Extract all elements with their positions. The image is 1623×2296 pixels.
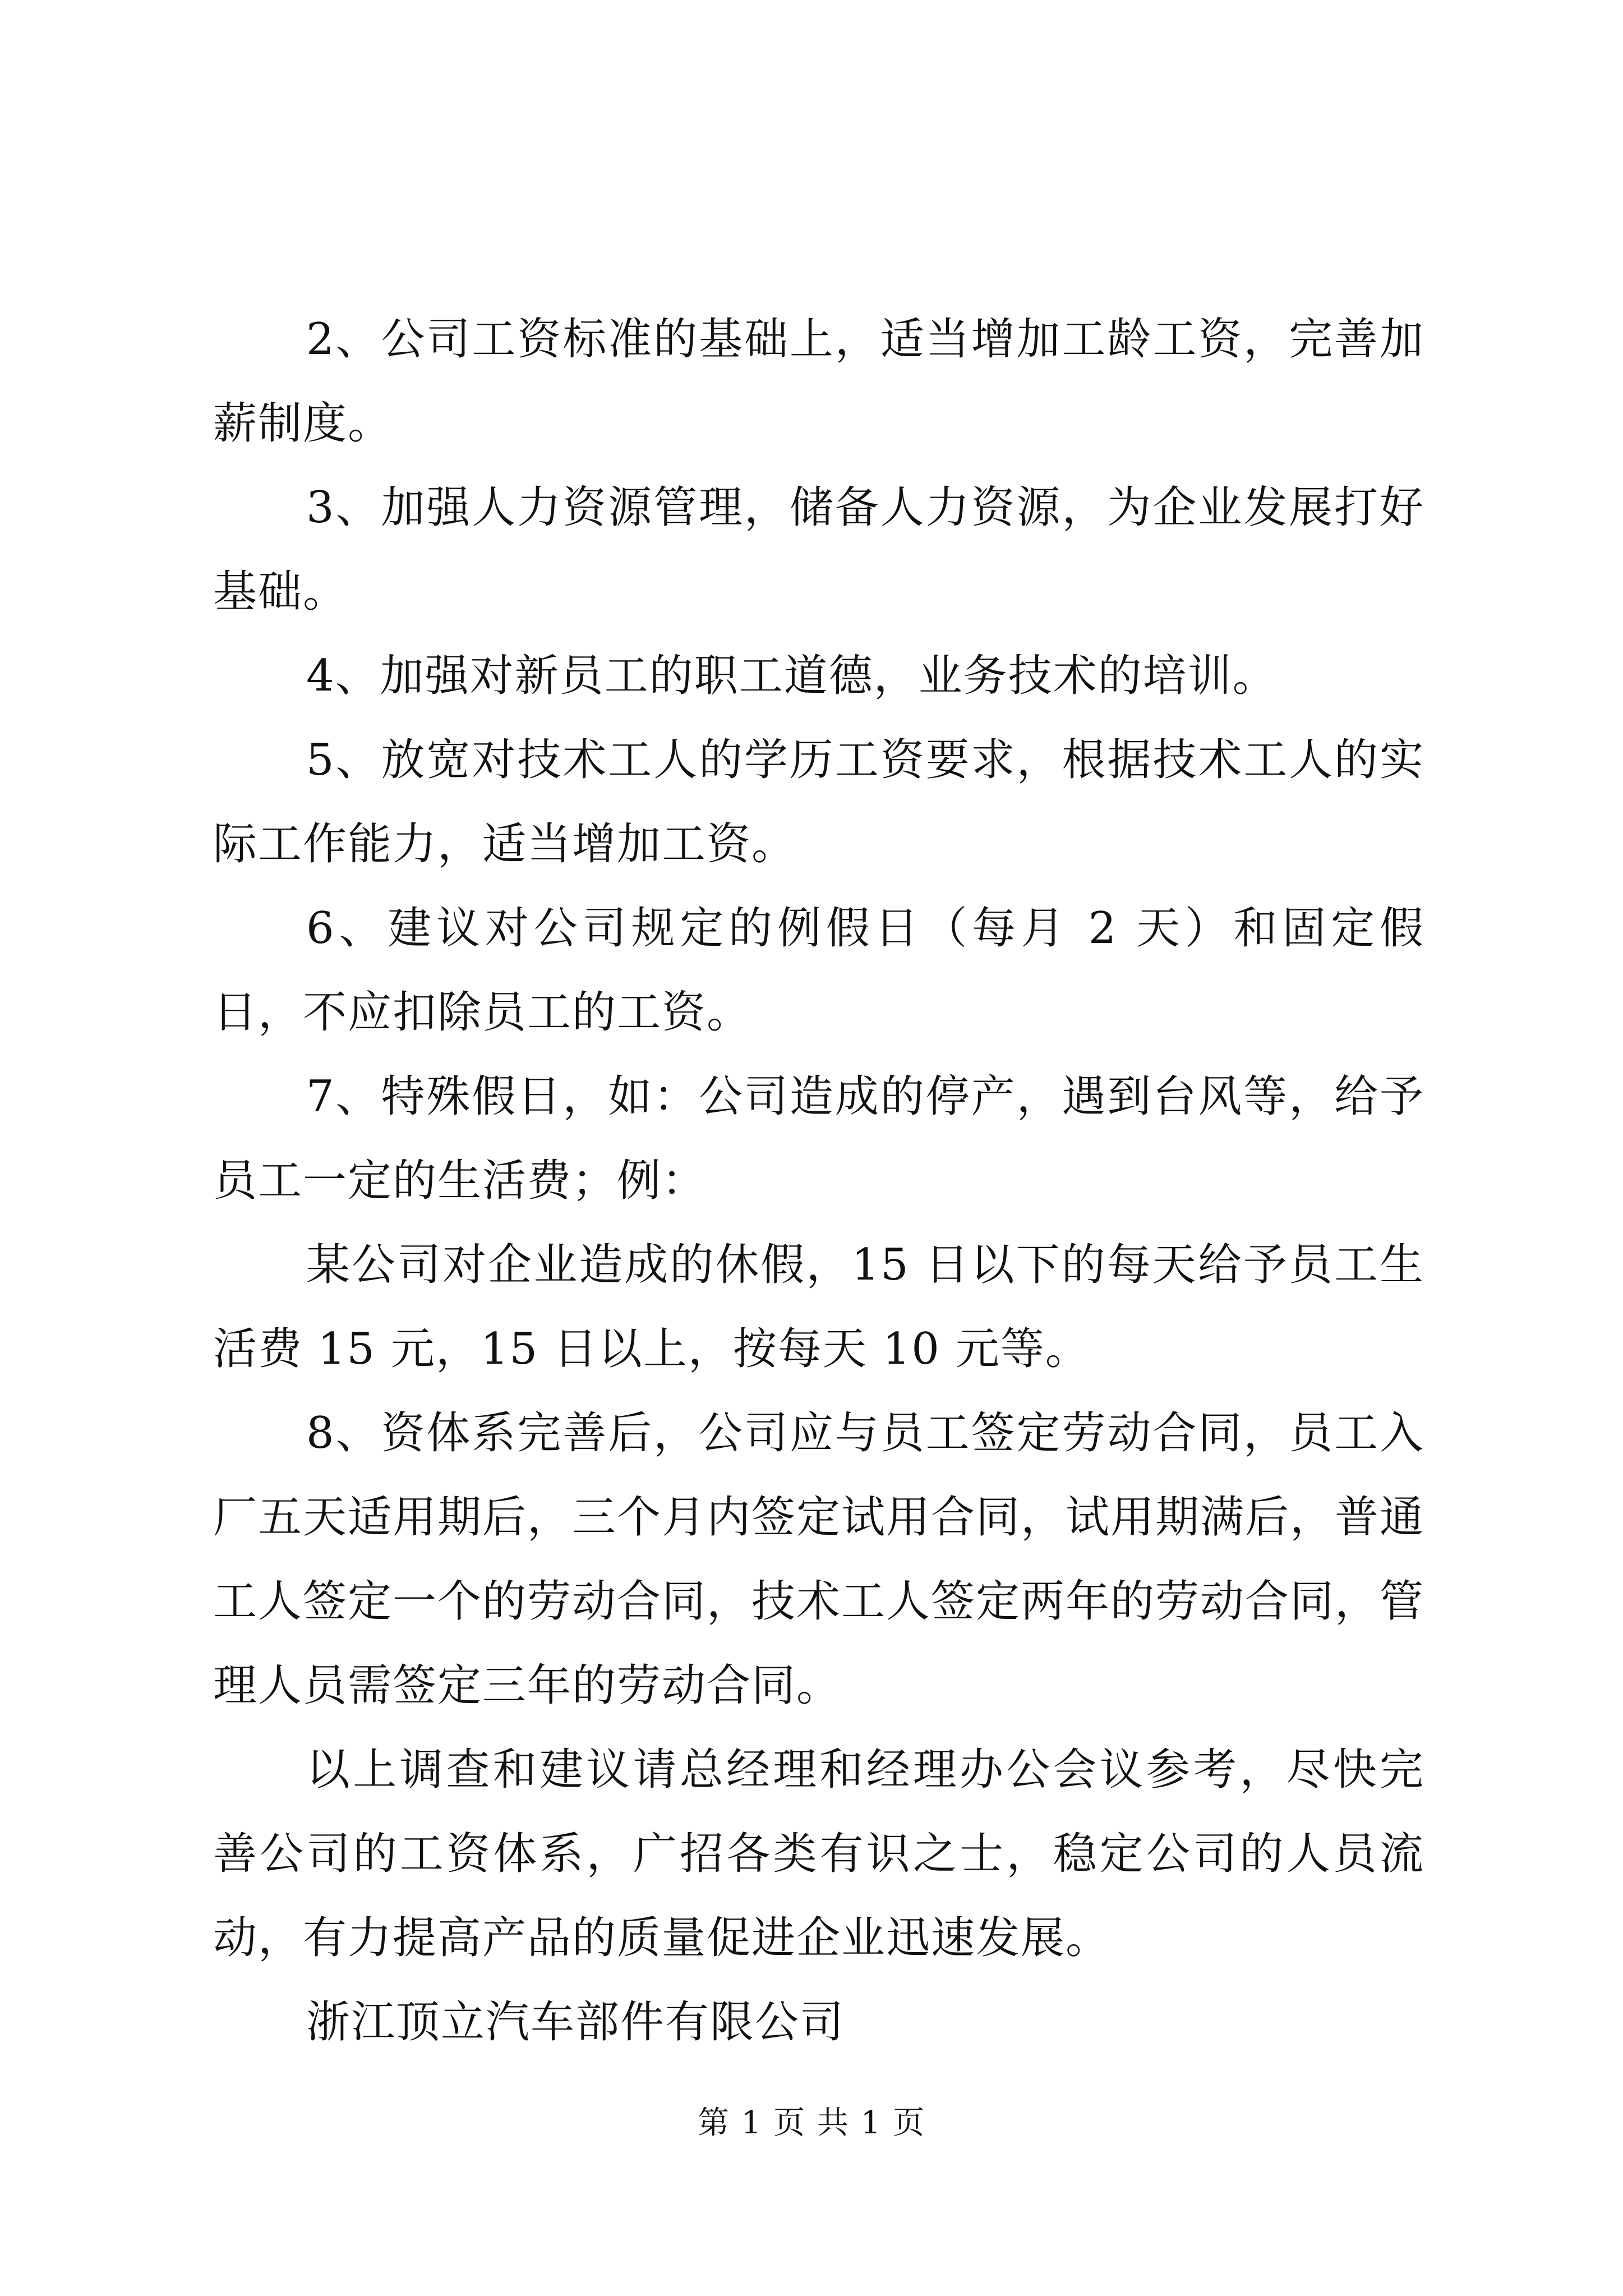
paragraph-item-8: 8、资体系完善后，公司应与员工签定劳动合同，员工入厂五天适用期后，三个月内签定试用合同，试用期满后，普通工人签定一个的劳动合同，技术工人签定两年的劳动合同，管理人员需签定三年的劳动合同。 — [213, 1408, 1425, 1711]
paragraph-item-6: 6、建议对公司规定的例假日（每月 2 天）和固定假日，不应扣除员工的工资。 — [213, 903, 1424, 1038]
paragraph-conclusion: 以上调查和建议请总经理和经理办公会议参考，尽快完善公司的工资体系，广招各类有识之士，稳定公司的人员流动，有力提高产品的质量促进企业迅速发展。 — [213, 1745, 1424, 1963]
paragraph-item-4: 4、加强对新员工的职工道德，业务技术的培训。 — [306, 651, 1278, 701]
paragraph-item-2: 2、公司工资标准的基础上，适当增加工龄工资，完善加薪制度。 — [213, 314, 1424, 449]
paragraph-item-3: 3、加强人力资源管理，储备人力资源，为企业发展打好基础。 — [213, 482, 1424, 617]
paragraph-example: 某公司对企业造成的休假，15 日以下的每天给予员工生活费 15 元，15 日以上，按每天 10 元等。 — [213, 1240, 1424, 1374]
document-body — [213, 297, 1424, 2064]
paragraph-item-7: 7、特殊假日，如：公司造成的停产，遇到台风等，给予员工一定的生活费；例： — [213, 1071, 1424, 1206]
paragraph-item-5: 5、放宽对技术工人的学历工资要求，根据技术工人的实际工作能力，适当增加工资。 — [213, 735, 1424, 869]
company-signature: 浙江顶立汽车部件有限公司 — [306, 1997, 845, 2047]
page-footer: 第 1 页 共 1 页 — [697, 2105, 926, 2141]
